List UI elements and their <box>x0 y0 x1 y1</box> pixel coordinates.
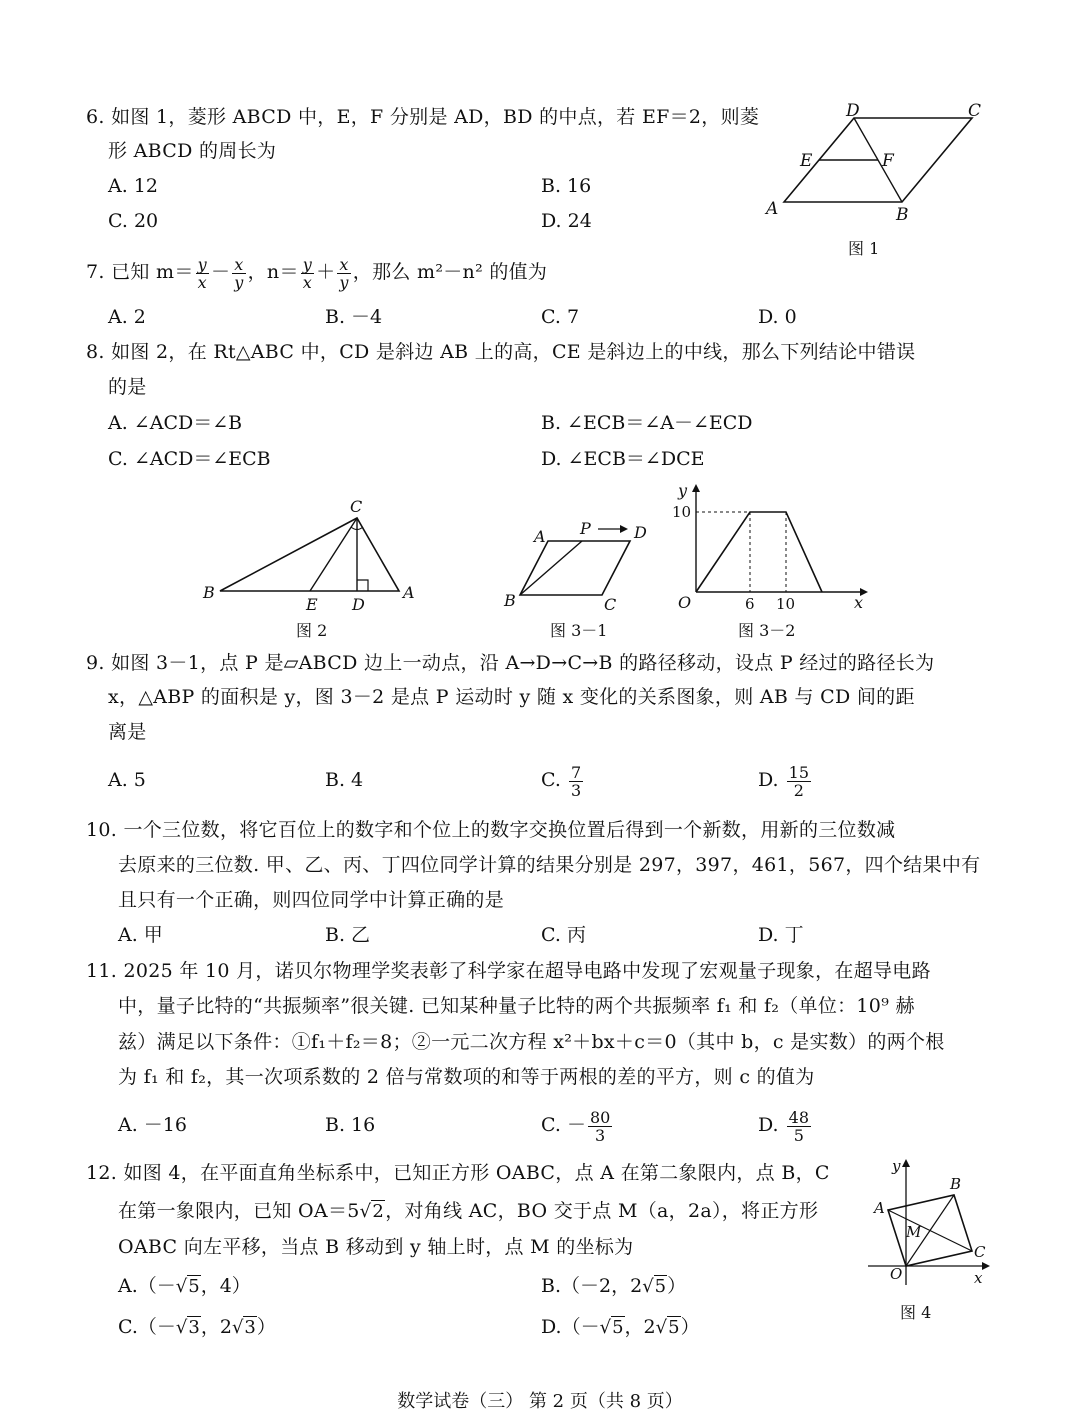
q6-option-c: C. 20 <box>108 210 159 232</box>
fig4-label-m: M <box>906 1223 922 1241</box>
q11-option-d-frac: $\frac{48}{5}$ <box>788 1107 809 1145</box>
q10-line3: 且只有一个正确，则四位同学中计算正确的是 <box>118 889 505 911</box>
q11-option-b: B. 16 <box>325 1114 376 1136</box>
q6-option-d: D. 24 <box>541 210 592 232</box>
q12-line3: OABC 向左平移，当点 B 移动到 y 轴上时，点 M 的坐标为 <box>118 1236 634 1258</box>
fig4-label-x: x <box>974 1269 983 1287</box>
fig4-label-a: A <box>874 1199 885 1217</box>
q9-option-c: C. $\frac{7}{3}$ <box>541 762 582 800</box>
chart-origin-label: O <box>678 593 692 612</box>
q6-line1: 6. 如图 1，菱形 ABCD 中，E，F 分别是 AD，BD 的中点，若 EF＝2，则菱 <box>86 106 760 128</box>
q7-option-c: C. 7 <box>541 306 580 328</box>
fig4-label-o: O <box>890 1265 903 1283</box>
q10-option-d: D. 丁 <box>758 924 804 946</box>
q7-option-b: B. －4 <box>325 306 383 328</box>
chart-y-label: y <box>678 481 688 500</box>
q9-option-c-frac: $\frac{7}{3}$ <box>570 762 582 800</box>
q9-option-a: A. 5 <box>108 769 146 791</box>
chart-series-line <box>696 512 822 592</box>
chart-ytick-label-0: 10 <box>672 503 692 521</box>
q12-option-b: B.（－2，2√5） <box>541 1275 687 1297</box>
page-footer: 数学试卷（三） 第 2 页（共 8 页） <box>397 1391 683 1412</box>
q7-minus: － <box>210 261 231 283</box>
q6-option-b: B. 16 <box>541 175 592 197</box>
fig2-label-a: A <box>403 583 415 602</box>
figure-3-2-caption: 图 3－2 <box>738 621 796 640</box>
fig2-label-e: E <box>306 595 318 614</box>
figure-3-2-chart <box>670 480 880 620</box>
q9-option-b: B. 4 <box>325 769 364 791</box>
figure-2-triangle <box>195 490 435 620</box>
q8-line2: 的是 <box>108 376 147 398</box>
fig1-label-f: F <box>882 151 894 171</box>
fig1-label-d: D <box>846 101 860 121</box>
q7-frac1: $\frac{y}{x}$ <box>197 254 207 292</box>
q12-sqrt-2: √2 <box>359 1201 385 1222</box>
q11-line3: 兹）满足以下条件：①f₁＋f₂＝8；②一元二次方程 x²＋bx＋c＝0（其中 b，c 是实数）的两个根 <box>118 1031 945 1053</box>
figure-1-caption: 图 1 <box>848 239 880 258</box>
q8-option-c: C. ∠ACD＝∠ECB <box>108 448 271 470</box>
chart-x-label: x <box>854 593 864 612</box>
figure-2-caption: 图 2 <box>296 621 328 640</box>
fig2-label-c: C <box>350 497 363 516</box>
fig1-label-c: C <box>968 101 982 121</box>
q8-line1: 8. 如图 2，在 Rt△ABC 中，CD 是斜边 AB 上的高，CE 是斜边上的中线，那么下列结论中错误 <box>86 341 916 363</box>
q9-line2: x，△ABP 的面积是 y，图 3－2 是点 P 运动时 y 随 x 变化的关系图象，则 AB 与 CD 间的距 <box>108 686 915 708</box>
fig1-label-e: E <box>800 151 813 171</box>
q11-line2: 中，量子比特的“共振频率”很关键. 已知某种量子比特的两个共振频率 f₁ 和 f₂（单位：10⁹ 赫 <box>118 995 915 1017</box>
q7-plus: ＋ <box>316 261 336 283</box>
fig2-label-d: D <box>352 595 365 614</box>
chart-xtick-label-0: 6 <box>745 595 755 613</box>
q10-line2: 去原来的三位数. 甲、乙、丙、丁四位同学计算的结果分别是 297，397，461，567，四个结果中有 <box>118 854 981 876</box>
q7-frac4: $\frac{x}{y}$ <box>339 254 349 292</box>
q10-option-a: A. 甲 <box>118 924 163 946</box>
q12-line2: 在第一象限内，已知 OA＝5√2，对角线 AC，BO 交于点 M（a，2a），将正方形 <box>118 1198 818 1225</box>
q7-stem <box>86 252 547 292</box>
fig31-label-d: D <box>634 523 647 542</box>
figure-3-1-parallelogram <box>500 510 660 620</box>
q9-line3: 离是 <box>108 721 147 743</box>
q7-mid: ，n＝ <box>247 261 299 283</box>
q9-line1: 9. 如图 3－1，点 P 是▱ABCD 边上一动点，沿 A→D→C→B 的路径移动，设点 P 经过的路径长为 <box>86 652 935 674</box>
q11-option-c-frac: $\frac{80}{3}$ <box>589 1107 611 1145</box>
chart-xtick-label-1: 10 <box>776 595 796 613</box>
q8-option-a: A. ∠ACD＝∠B <box>108 412 243 434</box>
q7-frac2: $\frac{x}{y}$ <box>234 254 244 292</box>
q11-option-c: C. － $\frac{80}{3}$ <box>541 1107 611 1145</box>
fig31-label-b: B <box>504 591 516 610</box>
fig1-label-a: A <box>766 199 779 219</box>
figure-4-square <box>860 1155 1000 1295</box>
q12-option-d: D.（－√5，2√5） <box>541 1316 700 1338</box>
fig1-label-b: B <box>896 205 909 225</box>
fig31-label-a: A <box>534 527 546 546</box>
chart-y-arrow <box>692 484 700 492</box>
q10-option-c: C. 丙 <box>541 924 586 946</box>
q11-option-a: A. －16 <box>118 1114 187 1136</box>
q10-line1: 10. 一个三位数，将它百位上的数字和个位上的数字交换位置后得到一个新数，用新的三位数减 <box>86 819 896 841</box>
q9-option-d: D. $\frac{15}{2}$ <box>758 762 809 800</box>
q6-line2: 形 ABCD 的周长为 <box>108 140 277 162</box>
figure-1-rhombus <box>760 100 1000 260</box>
q7-prefix: 7. 已知 m＝ <box>86 261 194 283</box>
q12-line1: 12. 如图 4，在平面直角坐标系中，已知正方形 OABC，点 A 在第二象限内，点 B，C <box>86 1162 830 1184</box>
q11-line1: 11. 2025 年 10 月，诺贝尔物理学奖表彰了科学家在超导电路中发现了宏观量子现象，在超导电路 <box>86 960 931 982</box>
fig31-label-c: C <box>604 595 617 614</box>
fig4-label-c: C <box>974 1243 986 1261</box>
q7-option-a: A. 2 <box>108 306 146 328</box>
q12-option-c: C.（－√3，2√3） <box>118 1316 276 1338</box>
q10-option-b: B. 乙 <box>325 924 371 946</box>
figure-4-caption: 图 4 <box>900 1303 932 1322</box>
q11-option-d: D. $\frac{48}{5}$ <box>758 1107 809 1145</box>
q12-option-a: A.（－√5，4） <box>118 1275 251 1297</box>
figure-3-1-caption: 图 3－1 <box>550 621 608 640</box>
fig4-label-b: B <box>950 1175 962 1193</box>
q6-option-a: A. 12 <box>108 175 158 197</box>
q7-option-d: D. 0 <box>758 306 797 328</box>
fig31-label-p: P <box>580 519 591 538</box>
q7-suffix: ，那么 m²－n² 的值为 <box>352 261 548 283</box>
q11-line4: 为 f₁ 和 f₂，其一次项系数的 2 倍与常数项的和等于两根的差的平方，则 c 的值为 <box>118 1066 815 1088</box>
q8-option-b: B. ∠ECB＝∠A－∠ECD <box>541 412 753 434</box>
q9-option-d-frac: $\frac{15}{2}$ <box>788 762 809 800</box>
fig2-label-b: B <box>203 583 215 602</box>
fig4-label-y: y <box>892 1157 901 1175</box>
q7-frac3: $\frac{y}{x}$ <box>302 254 313 292</box>
q8-option-d: D. ∠ECB＝∠DCE <box>541 448 705 470</box>
